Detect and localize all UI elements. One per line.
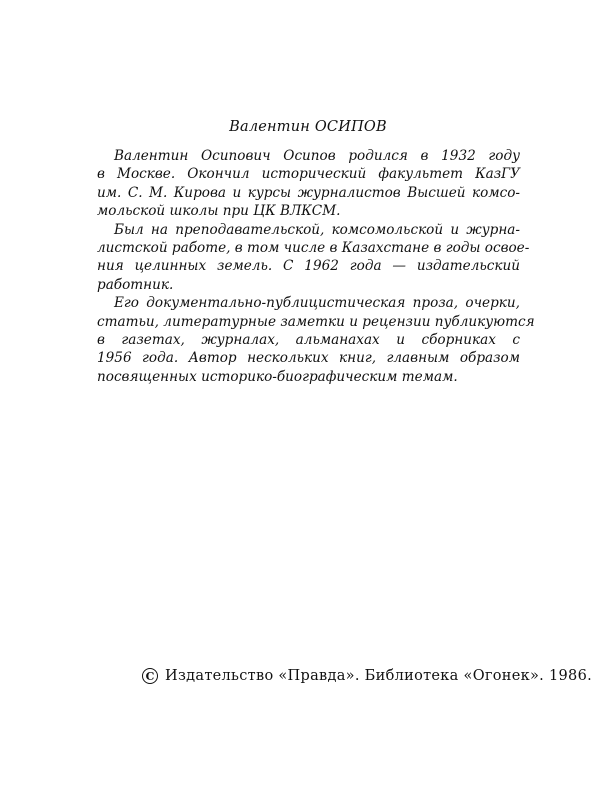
bio-line: Был на преподавательской, комсомольской и журна-	[114, 221, 520, 238]
author-heading: Валентин ОСИПОВ	[229, 119, 387, 135]
bio-line: им. С. М. Кирова и курсы журналистов Высшей комсо-	[97, 184, 520, 201]
bio-line: Валентин Осипович Осипов родился в 1932 году	[114, 148, 520, 164]
bio-line: Его документально-публицистическая проза, очерки,	[114, 295, 520, 312]
bio-line: ния целинных земель. С 1962 года — издательский	[97, 258, 520, 275]
bio-line: мольской школы при ЦК ВЛКСМ.	[97, 203, 341, 220]
author-biography	[97, 147, 535, 386]
bio-line: 1956 года. Автор нескольких книг, главным образом	[97, 350, 520, 367]
bio-line: в газетах, журналах, альманахах и сборниках с	[97, 331, 520, 348]
bio-paragraph	[97, 294, 535, 386]
bio-line: статьи, литературные заметки и рецензии публикуются	[97, 313, 535, 330]
bio-line: в Москве. Окончил исторический факультет КазГУ	[97, 166, 520, 183]
bio-line: посвященных историко-биографическим темам.	[97, 368, 458, 385]
copyright-line	[142, 668, 592, 684]
bio-line: работник.	[97, 276, 174, 293]
bio-paragraph	[97, 147, 520, 221]
publisher-imprint: Издательство «Правда». Библиотека «Огонек». 1986.	[165, 668, 593, 684]
bio-paragraph	[97, 221, 530, 295]
bio-line: листской работе, в том числе в Казахстане в годы освое-	[97, 239, 530, 256]
copyright-icon: C	[142, 668, 158, 684]
